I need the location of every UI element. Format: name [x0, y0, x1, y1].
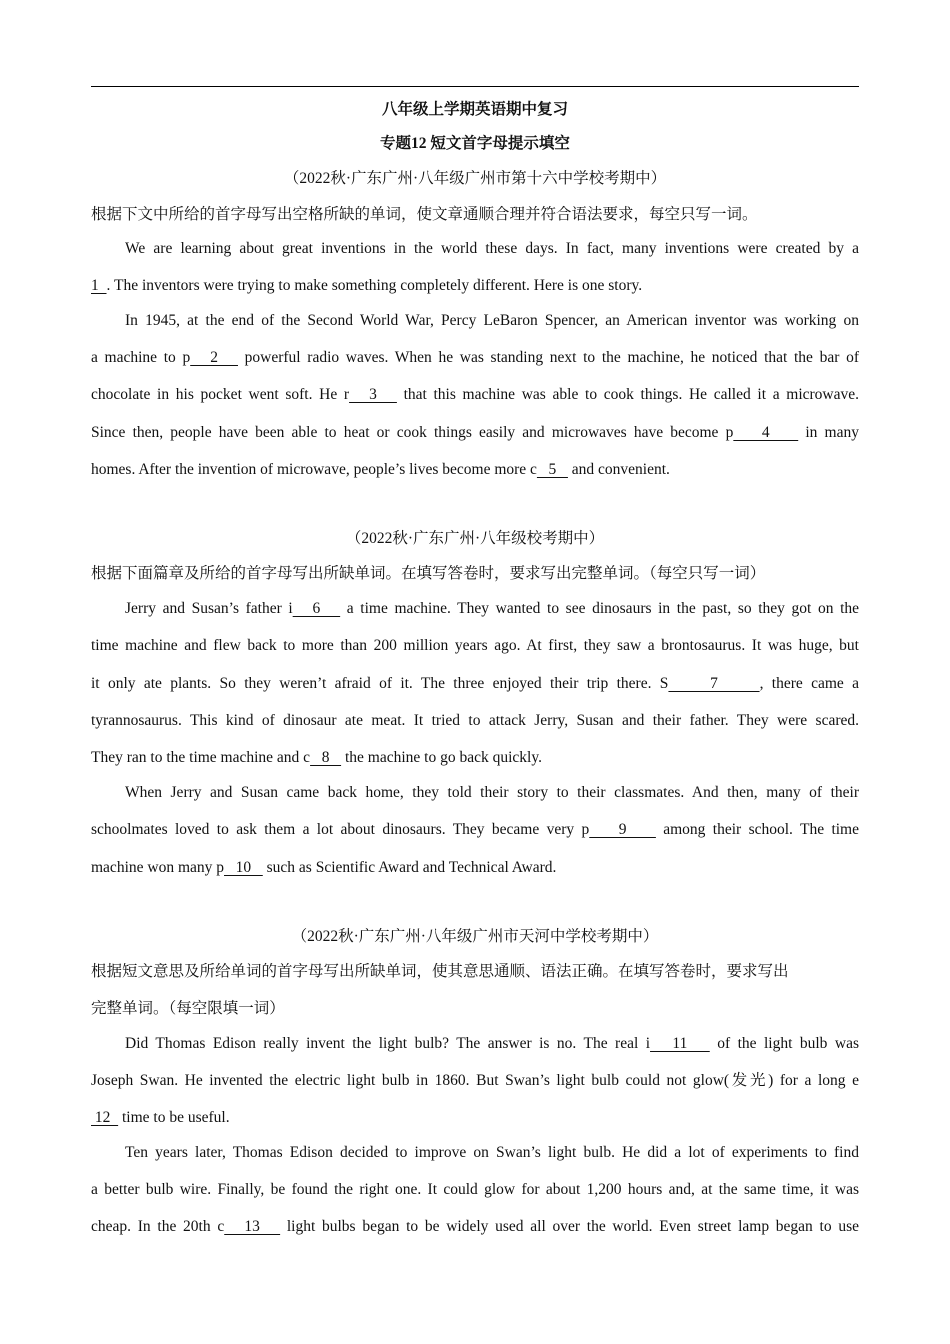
- section1-line-7: homes. After the invention of microwave, people’s lives become more c 5 and convenient.: [91, 461, 670, 478]
- section2-line-8: machine won many p 10 such as Scientific Award and Technical Award.: [91, 859, 557, 876]
- doc-title: 八年级上学期英语期中复习: [381, 101, 568, 118]
- section1-source: （2022秋·广东广州·八年级广州市第十六中学校考期中）: [283, 170, 667, 187]
- blank-7[interactable]: 7: [668, 675, 760, 692]
- section2-line-7: schoolmates loved to ask them a lot about dinosaurs. They became very p 9 among their school. The time: [91, 821, 859, 838]
- section2-line-4: tyrannosaurus. This kind of dinosaur ate meat. It tried to attack Jerry, Susan and their father. They were scared.: [91, 712, 859, 729]
- section3-line-3: 12 time to be useful.: [91, 1109, 230, 1126]
- section3-instruction-1: 根据短文意思及所给单词的首字母写出所缺单词，使其意思通顺、语法正确。在填写答卷时，要求写出: [91, 963, 789, 980]
- doc-subtitle: 专题12 短文首字母提示填空: [380, 135, 570, 152]
- section2-line-3: it only ate plants. So they weren’t afraid of it. The three enjoyed their trip there. S 7 , there came a: [91, 675, 860, 692]
- blank-1[interactable]: 1: [91, 277, 107, 294]
- blank-3[interactable]: 3: [349, 386, 397, 403]
- blank-9[interactable]: 9: [589, 821, 656, 838]
- section2-line-6: When Jerry and Susan came back home, they told their story to their classmates. And then, many of their: [125, 784, 859, 801]
- blank-2[interactable]: 2: [190, 349, 238, 366]
- blank-8[interactable]: 8: [310, 749, 342, 766]
- blank-13[interactable]: 13: [224, 1218, 281, 1235]
- section2-line-1: Jerry and Susan’s father i 6 a time machine. They wanted to see dinosaurs in the past, so they got on the: [125, 600, 860, 617]
- blank-6[interactable]: 6: [292, 600, 341, 617]
- section1-instruction: 根据下文中所给的首字母写出空格所缺的单词，使文章通顺合理并符合语法要求，每空只写一词。: [91, 206, 758, 223]
- blank-5[interactable]: 5: [536, 461, 568, 478]
- section1-line-6: Since then, people have been able to heat or cook things easily and microwaves have become p 4 in many: [91, 424, 859, 441]
- section3-instruction-2: 完整单词。（每空限填一词）: [91, 1000, 285, 1017]
- blank-12[interactable]: 12: [91, 1109, 119, 1126]
- blank-11[interactable]: 11: [650, 1035, 710, 1052]
- section1-line-4: a machine to p 2 powerful radio waves. When he was standing next to the machine, he noticed that the bar of: [91, 349, 859, 366]
- section3-line-4: Ten years later, Thomas Edison decided to improve on Swan’s light bulb. He did a lot of experiments to find: [125, 1144, 859, 1161]
- header-rule: [91, 86, 859, 87]
- section3-line-5: a better bulb wire. Finally, be found the right one. It could glow for about 1,200 hours and, at the same time, it was: [91, 1181, 859, 1198]
- section2-line-2: time machine and flew back to more than 200 million years ago. At first, they saw a brontosaurus. It was huge, but: [91, 637, 859, 654]
- section3-line-6: cheap. In the 20th c 13 light bulbs began to be widely used all over the world. Even street lamp began to use: [91, 1218, 859, 1235]
- section1-line-1: We are learning about great inventions in the world these days. In fact, many inventions were created by a: [125, 240, 859, 257]
- section3-source: （2022秋·广东广州·八年级广州市天河中学校考期中）: [291, 928, 659, 945]
- blank-10[interactable]: 10: [224, 859, 263, 876]
- section2-line-5: They ran to the time machine and c 8 the machine to go back quickly.: [91, 749, 542, 766]
- section1-line-5: chocolate in his pocket went soft. He r 3 that this machine was able to cook things. He called it a microwave.: [91, 386, 859, 403]
- section3-line-1: Did Thomas Edison really invent the light bulb? The answer is no. The real i 11 of the light bulb was: [125, 1035, 859, 1052]
- section2-source: （2022秋·广东广州·八年级校考期中）: [345, 530, 605, 547]
- section2-instruction: 根据下面篇章及所给的首字母写出所缺单词。在填写答卷时，要求写出完整单词。（每空只写一词）: [91, 565, 766, 582]
- section3-line-2: Joseph Swan. He invented the electric light bulb in 1860. But Swan’s light bulb could not glow(发光) for a long e: [91, 1072, 859, 1089]
- blank-4[interactable]: 4: [733, 424, 799, 441]
- section1-line-2: 1 . The inventors were trying to make something completely different. Here is one story.: [91, 277, 643, 294]
- section1-line-3: In 1945, at the end of the Second World War, Percy LeBaron Spencer, an American inventor was working on: [125, 312, 859, 329]
